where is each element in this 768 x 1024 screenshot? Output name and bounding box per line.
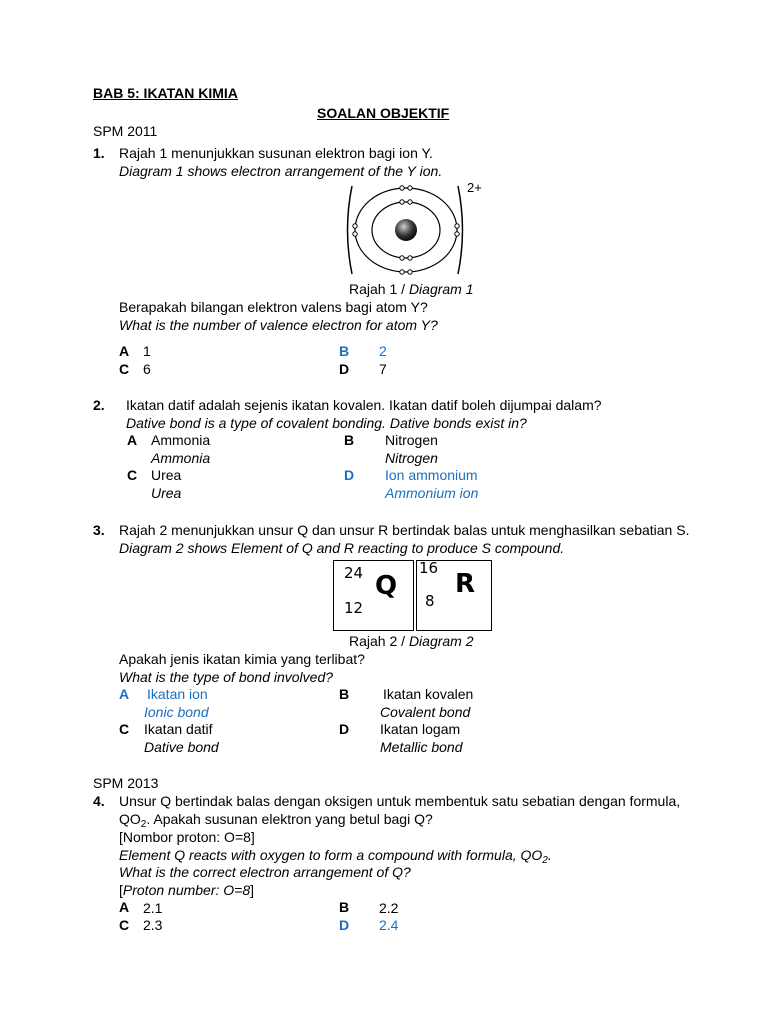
figure-caption: Rajah 2 / Diagram 2 — [349, 633, 474, 649]
option-letter-d: D — [339, 361, 350, 377]
option-text-a-ms: Ammonia — [151, 432, 211, 448]
question-line-5: What is the correct electron arrangement of Q? — [119, 864, 411, 880]
element-r-box — [416, 560, 492, 631]
option-text-a-ms: Ikatan ion — [147, 686, 208, 702]
option-text-d-ms: Ion ammonium — [385, 467, 478, 483]
option-letter-c: C — [119, 917, 130, 933]
option-letter-a: A — [119, 343, 130, 359]
proton-number: 8 — [425, 592, 435, 610]
question-number: 1. — [93, 145, 105, 161]
question-line-3: [Nombor proton: O=8] — [119, 829, 255, 845]
question-stem-en: Diagram 1 shows electron arrangement of the Y ion. — [119, 163, 443, 179]
option-text-d: 2.4 — [379, 917, 399, 933]
question-line-1: Unsur Q bertindak balas dengan oksigen untuk membentuk satu sebatian dengan formula, — [119, 793, 681, 809]
question-stem-en: Diagram 2 shows Element of Q and R reacting to produce S compound. — [119, 540, 565, 556]
element-symbol: R — [455, 569, 476, 599]
question-number: 4. — [93, 793, 105, 809]
right-bracket — [458, 186, 463, 274]
year-label: SPM 2011 — [93, 123, 158, 139]
chapter-title: BAB 5: IKATAN KIMIA — [93, 85, 238, 101]
option-letter-b: B — [339, 899, 350, 915]
nucleon-number: 24 — [344, 564, 364, 582]
option-text-d-en: Ammonium ion — [385, 485, 479, 501]
option-text-b-ms: Nitrogen — [385, 432, 438, 448]
option-text-d-en: Metallic bond — [380, 739, 463, 755]
option-letter-d: D — [339, 917, 350, 933]
question-line-2: $QO_2$. Apakah susunan elektron yang betul bagi Q? — [119, 811, 433, 830]
option-text-a: 1 — [143, 343, 151, 359]
nucleon-number: 16 — [419, 559, 439, 577]
figure-caption: Rajah 1 / Diagram 1 — [349, 281, 474, 297]
question-ms: Apakah jenis ikatan kimia yang terlibat? — [119, 651, 365, 667]
option-text-a-en: Ammonia — [151, 450, 211, 466]
option-text-b-ms: Ikatan kovalen — [383, 686, 474, 702]
option-text-a-en: Ionic bond — [144, 704, 209, 720]
question-number: 3. — [93, 522, 105, 538]
option-letter-d: D — [339, 721, 350, 737]
section-title: SOALAN OBJEKTIF — [317, 105, 450, 121]
element-q-box — [333, 560, 414, 631]
option-letter-d: D — [344, 467, 355, 483]
option-letter-b: B — [339, 686, 350, 702]
left-bracket — [348, 186, 353, 274]
option-letter-c: C — [119, 721, 130, 737]
nucleus — [395, 219, 417, 241]
option-letter-b: B — [339, 343, 350, 359]
option-text-d-ms: Ikatan logam — [380, 721, 461, 737]
option-text-c: 6 — [143, 361, 151, 377]
option-letter-c: C — [119, 361, 130, 377]
option-letter-c: C — [127, 467, 138, 483]
option-text-b-en: Covalent bond — [380, 704, 471, 720]
option-letter-a: A — [127, 432, 138, 448]
option-text-d: 7 — [379, 361, 387, 377]
question-line-4: Element Q reacts with oxygen to form a compound with formula, $QO_2$. — [119, 847, 552, 866]
option-text-a: 2.1 — [143, 900, 163, 916]
electron-arrangement-diagram — [340, 180, 490, 280]
question-stem-ms: Rajah 2 menunjukkan unsur Q dan unsur R bertindak balas untuk menghasilkan sebatian S. — [119, 522, 690, 538]
element-symbol: Q — [375, 571, 398, 601]
option-text-c-en: Urea — [151, 485, 182, 501]
question-stem-ms: Ikatan datif adalah sejenis ikatan kovalen. Ikatan datif boleh dijumpai dalam? — [126, 397, 602, 413]
option-letter-b: B — [344, 432, 355, 448]
question-stem-ms: Rajah 1 menunjukkan susunan elektron bagi ion Y. — [119, 145, 433, 161]
option-letter-a: A — [119, 899, 130, 915]
option-text-b-en: Nitrogen — [385, 450, 438, 466]
option-text-c: 2.3 — [143, 917, 163, 933]
year-label: SPM 2013 — [93, 775, 159, 791]
question-number: 2. — [93, 397, 105, 413]
option-text-b: 2.2 — [379, 900, 399, 916]
option-text-c-ms: Ikatan datif — [144, 721, 213, 737]
option-text-b: 2 — [379, 343, 387, 359]
option-text-c-en: Dative bond — [144, 739, 219, 755]
question-line-6: [Proton number: O=8] — [119, 882, 255, 898]
question-ms: Berapakah bilangan elektron valens bagi atom Y? — [119, 299, 428, 315]
ion-charge: 2+ — [467, 180, 482, 195]
proton-number: 12 — [344, 599, 364, 617]
question-stem-en: Dative bond is a type of covalent bonding. Dative bonds exist in? — [126, 415, 527, 431]
option-text-c-ms: Urea — [151, 467, 182, 483]
question-en: What is the number of valence electron for atom Y? — [119, 317, 438, 333]
option-letter-a: A — [119, 686, 130, 702]
question-en: What is the type of bond involved? — [119, 669, 334, 685]
